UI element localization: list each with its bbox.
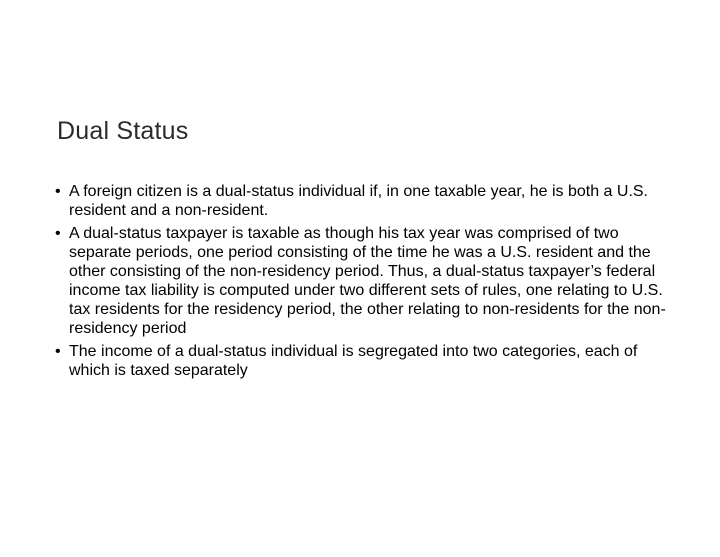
bullet-dot-icon: • [55,225,61,242]
slide-title: Dual Status [57,117,189,145]
bullet-text: The income of a dual-status individual is segregated into two categories, each of which is taxed separately [69,343,638,379]
bullet-text: A dual-status taxpayer is taxable as though his tax year was comprised of two separate periods, one period consisting of the time he was a U.S. resident and the other consisting of the non-residency period. Thus, a dual-status taxpayer’s federal income tax liability is computed under two different sets of rules, one relating to U.S. tax residents for the residency period, the other relating to non-residents for the non-residency period [69,225,666,337]
bullet-dot-icon: • [55,343,61,360]
bullet-text: A foreign citizen is a dual-status individual if, in one taxable year, he is both a U.S. resident and a non-resident. [69,183,648,219]
bullet-item [55,224,675,338]
bullet-item [55,342,675,380]
bullet-list [55,182,675,384]
bullet-item [55,182,675,220]
bullet-dot-icon: • [55,183,61,200]
